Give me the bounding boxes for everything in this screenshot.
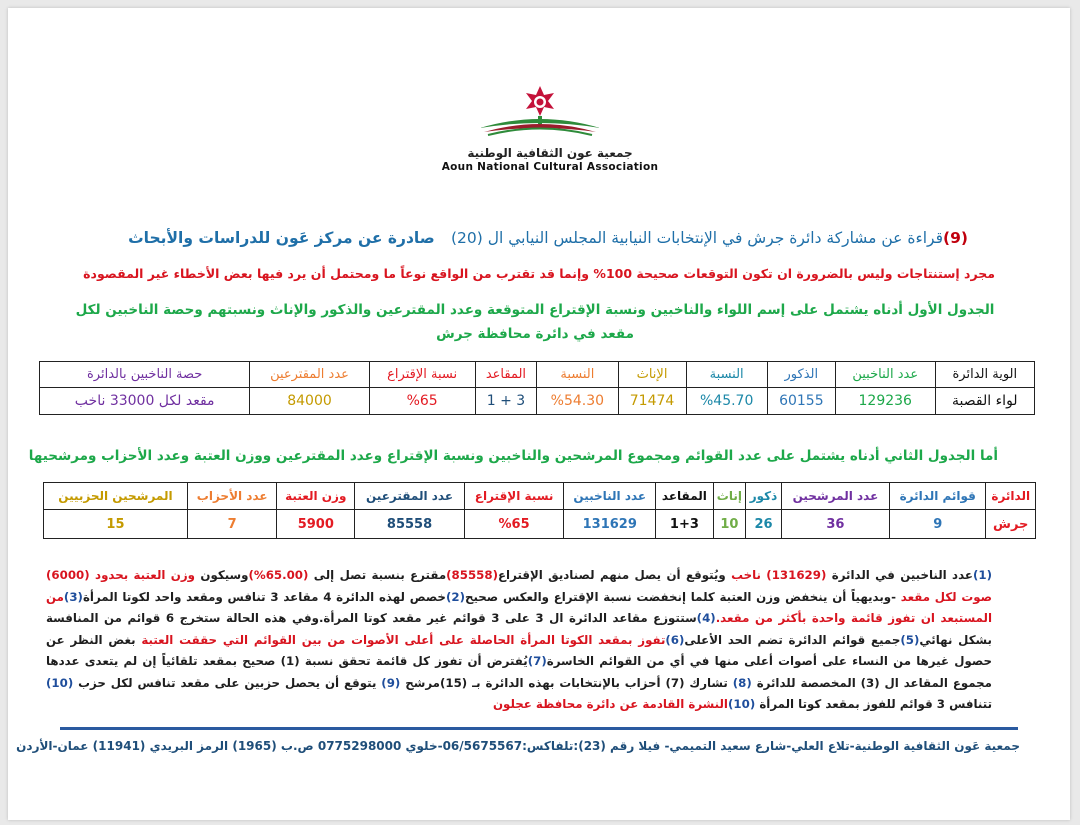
note-segment: (6) bbox=[665, 632, 685, 647]
table1-header: حصة الناخبين بالدائرة bbox=[40, 362, 250, 388]
note-segment: مقترع بنسبة تصل إلى bbox=[308, 568, 447, 582]
table1-header-row bbox=[40, 362, 1035, 388]
footer-contact: جمعية عَون الثقافية الوطنية-تلاع العلي-شارع سعيد التميمي- فيلا رقم (23):تلفاكس:06/5675567-خلوي 0775298000 ص.ب (1965) الرمز البريدي (11941) عمان-الأردن bbox=[16, 739, 1020, 753]
org-name-arabic: جمعية عون الثقافية الوطنية bbox=[467, 146, 633, 160]
table2-cell: 85558 bbox=[355, 510, 465, 539]
table2-header: ذكور bbox=[746, 483, 782, 510]
table2-description: أما الجدول الثاني أدناه يشتمل على عدد القوائم ومجموع المرشحين والناخبين ونسبة الإقتراع وعدد المقترعين ووزن العتبة وعدد الأحزاب ومرشحيها bbox=[28, 448, 998, 464]
table1-cell: 71474 bbox=[618, 388, 686, 415]
table1-cell: %54.30 bbox=[537, 388, 618, 415]
table1-cell: 129236 bbox=[835, 388, 935, 415]
table1-cell: 60155 bbox=[767, 388, 835, 415]
note-segment: (1) bbox=[972, 568, 992, 582]
note-segment: (131629) ناخب bbox=[731, 568, 827, 582]
note-segment: (10) bbox=[727, 697, 756, 711]
table2-header: المقاعد bbox=[656, 483, 713, 510]
table1-header: الإناث bbox=[618, 362, 686, 388]
note-segment: ويُتوقع أن يصل منهم لصناديق الإقتراع bbox=[498, 568, 732, 582]
note-segment: (85558) bbox=[446, 568, 498, 582]
table2-header: عدد الأحزاب bbox=[187, 483, 277, 510]
note-segment: (5) bbox=[900, 632, 920, 647]
note-segment: يُفترض أن تفوز كل قائمة تحقق نسبة (1) صحيح بمقعد تلقائياً إن لم يتعدى عددها مجموع المقاعد ال (3) المخصصة للدائرة bbox=[46, 654, 992, 690]
table1-header: عدد الناخبين bbox=[835, 362, 935, 388]
note-segment: يتوقع أن يحصل حزبين على مقعد تنافس لكل حزب bbox=[73, 675, 382, 690]
table2-header: نسبة الإقتراع bbox=[464, 483, 563, 510]
table2-cell: 131629 bbox=[564, 510, 656, 539]
table1-header: الوية الدائرة bbox=[935, 362, 1034, 388]
table2-cell: %65 bbox=[464, 510, 563, 539]
note-segment: بغض النظر عن حصول غيرها من النساء على أصوات أعلى منها في أي من القوائم الخاسرة bbox=[46, 632, 992, 668]
table2 bbox=[43, 482, 1036, 539]
note-segment: (7) bbox=[527, 654, 547, 668]
table2-cell: 10 bbox=[713, 510, 746, 539]
table2-cell: 1+3 bbox=[656, 510, 713, 539]
table2-cell: 26 bbox=[746, 510, 782, 539]
table2-header: عدد المرشحين bbox=[781, 483, 889, 510]
table2-cell: 36 bbox=[781, 510, 889, 539]
table1-header: الذكور bbox=[767, 362, 835, 388]
note-segment: (3) bbox=[63, 589, 83, 604]
table2-header: عدد الناخبين bbox=[564, 483, 656, 510]
note-segment: النشرة القادمة عن دائرة محافظة عجلون bbox=[492, 697, 728, 711]
table2-header: عدد المقترعين bbox=[355, 483, 465, 510]
footer-divider bbox=[60, 727, 1018, 730]
table2-header: قوائم الدائرة bbox=[890, 483, 986, 510]
association-logo bbox=[470, 82, 610, 140]
org-name-english: Aoun National Cultural Association bbox=[441, 161, 659, 173]
note-segment: وسيكون bbox=[195, 568, 249, 582]
note-segment: -وبديهياً أن ينخفض وزن العتبة كلما إنخفضت نسبة الإقتراع والعكس صحيح bbox=[464, 589, 901, 604]
table1-cell: لواء القصبة bbox=[935, 388, 1034, 415]
table2-header: إناث bbox=[713, 483, 746, 510]
table1-cell: مقعد لكل 33000 ناخب bbox=[40, 388, 250, 415]
report-title bbox=[128, 229, 968, 247]
table2-cell: 5900 bbox=[277, 510, 355, 539]
disclaimer: مجرد إستنتاجات وليس بالضرورة ان تكون التوقعات صحيحة 100% وإنما قد تقترب من الواقع نوعاً ما ومحتمل أن يرد فيها بعض الأخطاء غير المقصودة bbox=[83, 266, 995, 281]
table1-cell: 3 + 1 bbox=[475, 388, 537, 415]
table2-cell: جرش bbox=[986, 510, 1036, 539]
table1 bbox=[39, 361, 1035, 415]
table2-header: الدائرة bbox=[986, 483, 1036, 510]
note-segment: تتنافس 3 قوائم للفوز بمقعد كوتا المرأة bbox=[755, 697, 992, 711]
table1-header: نسبة الإقتراع bbox=[369, 362, 475, 388]
note-segment: (2) bbox=[445, 589, 465, 604]
table1-description: الجدول الأول أدناه يشتمل على إسم اللواء والناخبين ونسبة الإقتراع المتوقعة وعدد المقترعين والذكور والإناث ونسبتهم وحصة الناخبين لكل مقعد في دائرة محافظة جرش bbox=[75, 302, 995, 342]
table-row bbox=[40, 388, 1035, 415]
note-segment: وزن العتبة بحدود (6000) صوت لكل مقعد bbox=[46, 568, 993, 604]
table2-cell: 9 bbox=[890, 510, 986, 539]
note-segment: (9) bbox=[381, 675, 401, 690]
note-segment: تفوز بمقعد الكوتا المرأة الحاصلة على أعلى الأصوات من بين القوائم التي حققت العتبة bbox=[141, 632, 666, 647]
note-segment: (8) bbox=[732, 675, 752, 690]
note-segment: (4) bbox=[696, 611, 716, 625]
note-segment: خصص لهذه الدائرة 4 مقاعد 3 تنافس ومقعد واحد لكوتا المرأة bbox=[82, 589, 446, 604]
table1-cell: %65 bbox=[369, 388, 475, 415]
note-segment: تشارك (7) أحزاب بالإنتخابات بهذه الدائرة بـ (15)مرشح bbox=[400, 675, 733, 690]
table1-header: النسبة bbox=[537, 362, 618, 388]
analysis-notes bbox=[46, 565, 992, 716]
report-title-text: قراءة عن مشاركة دائرة جرش في الإنتخابات النيابية المجلس النيابي ال (20) bbox=[450, 229, 944, 247]
note-segment: جميع قوائم الدائرة تضم الحد الأعلى bbox=[684, 632, 901, 647]
table1-cell: %45.70 bbox=[686, 388, 767, 415]
table-row bbox=[44, 510, 1036, 539]
table1-header: النسبة bbox=[686, 362, 767, 388]
report-number: (9) bbox=[943, 229, 968, 247]
table1-cell: 84000 bbox=[250, 388, 369, 415]
table2-header: المرشحين الحزبيين bbox=[44, 483, 188, 510]
note-segment: ستتوزع مقاعد الدائرة ال 3 على 3 قوائم غير مقعد كوتا المرأة.وفي هذه الحالة ستخرج 6 قوائم من المنافسة بشكل نهائي bbox=[46, 611, 992, 647]
note-segment: عدد الناخبين في الدائرة bbox=[826, 568, 973, 582]
table2-cell: 7 bbox=[187, 510, 277, 539]
note-segment: (10) bbox=[46, 675, 74, 690]
table2-cell: 15 bbox=[44, 510, 188, 539]
note-segment: (65.00%) bbox=[248, 568, 309, 582]
table1-header: المقاعد bbox=[475, 362, 537, 388]
table2-header: وزن العتبة bbox=[277, 483, 355, 510]
table2-header-row bbox=[44, 483, 1036, 510]
table1-header: عدد المقترعين bbox=[250, 362, 369, 388]
note-segment: من المستبعد ان تفوز قائمة واحدة بأكثر من مقعد. bbox=[46, 589, 993, 625]
report-issuer: صادرة عن مركز عَون للدراسات والأبحاث bbox=[128, 229, 435, 247]
